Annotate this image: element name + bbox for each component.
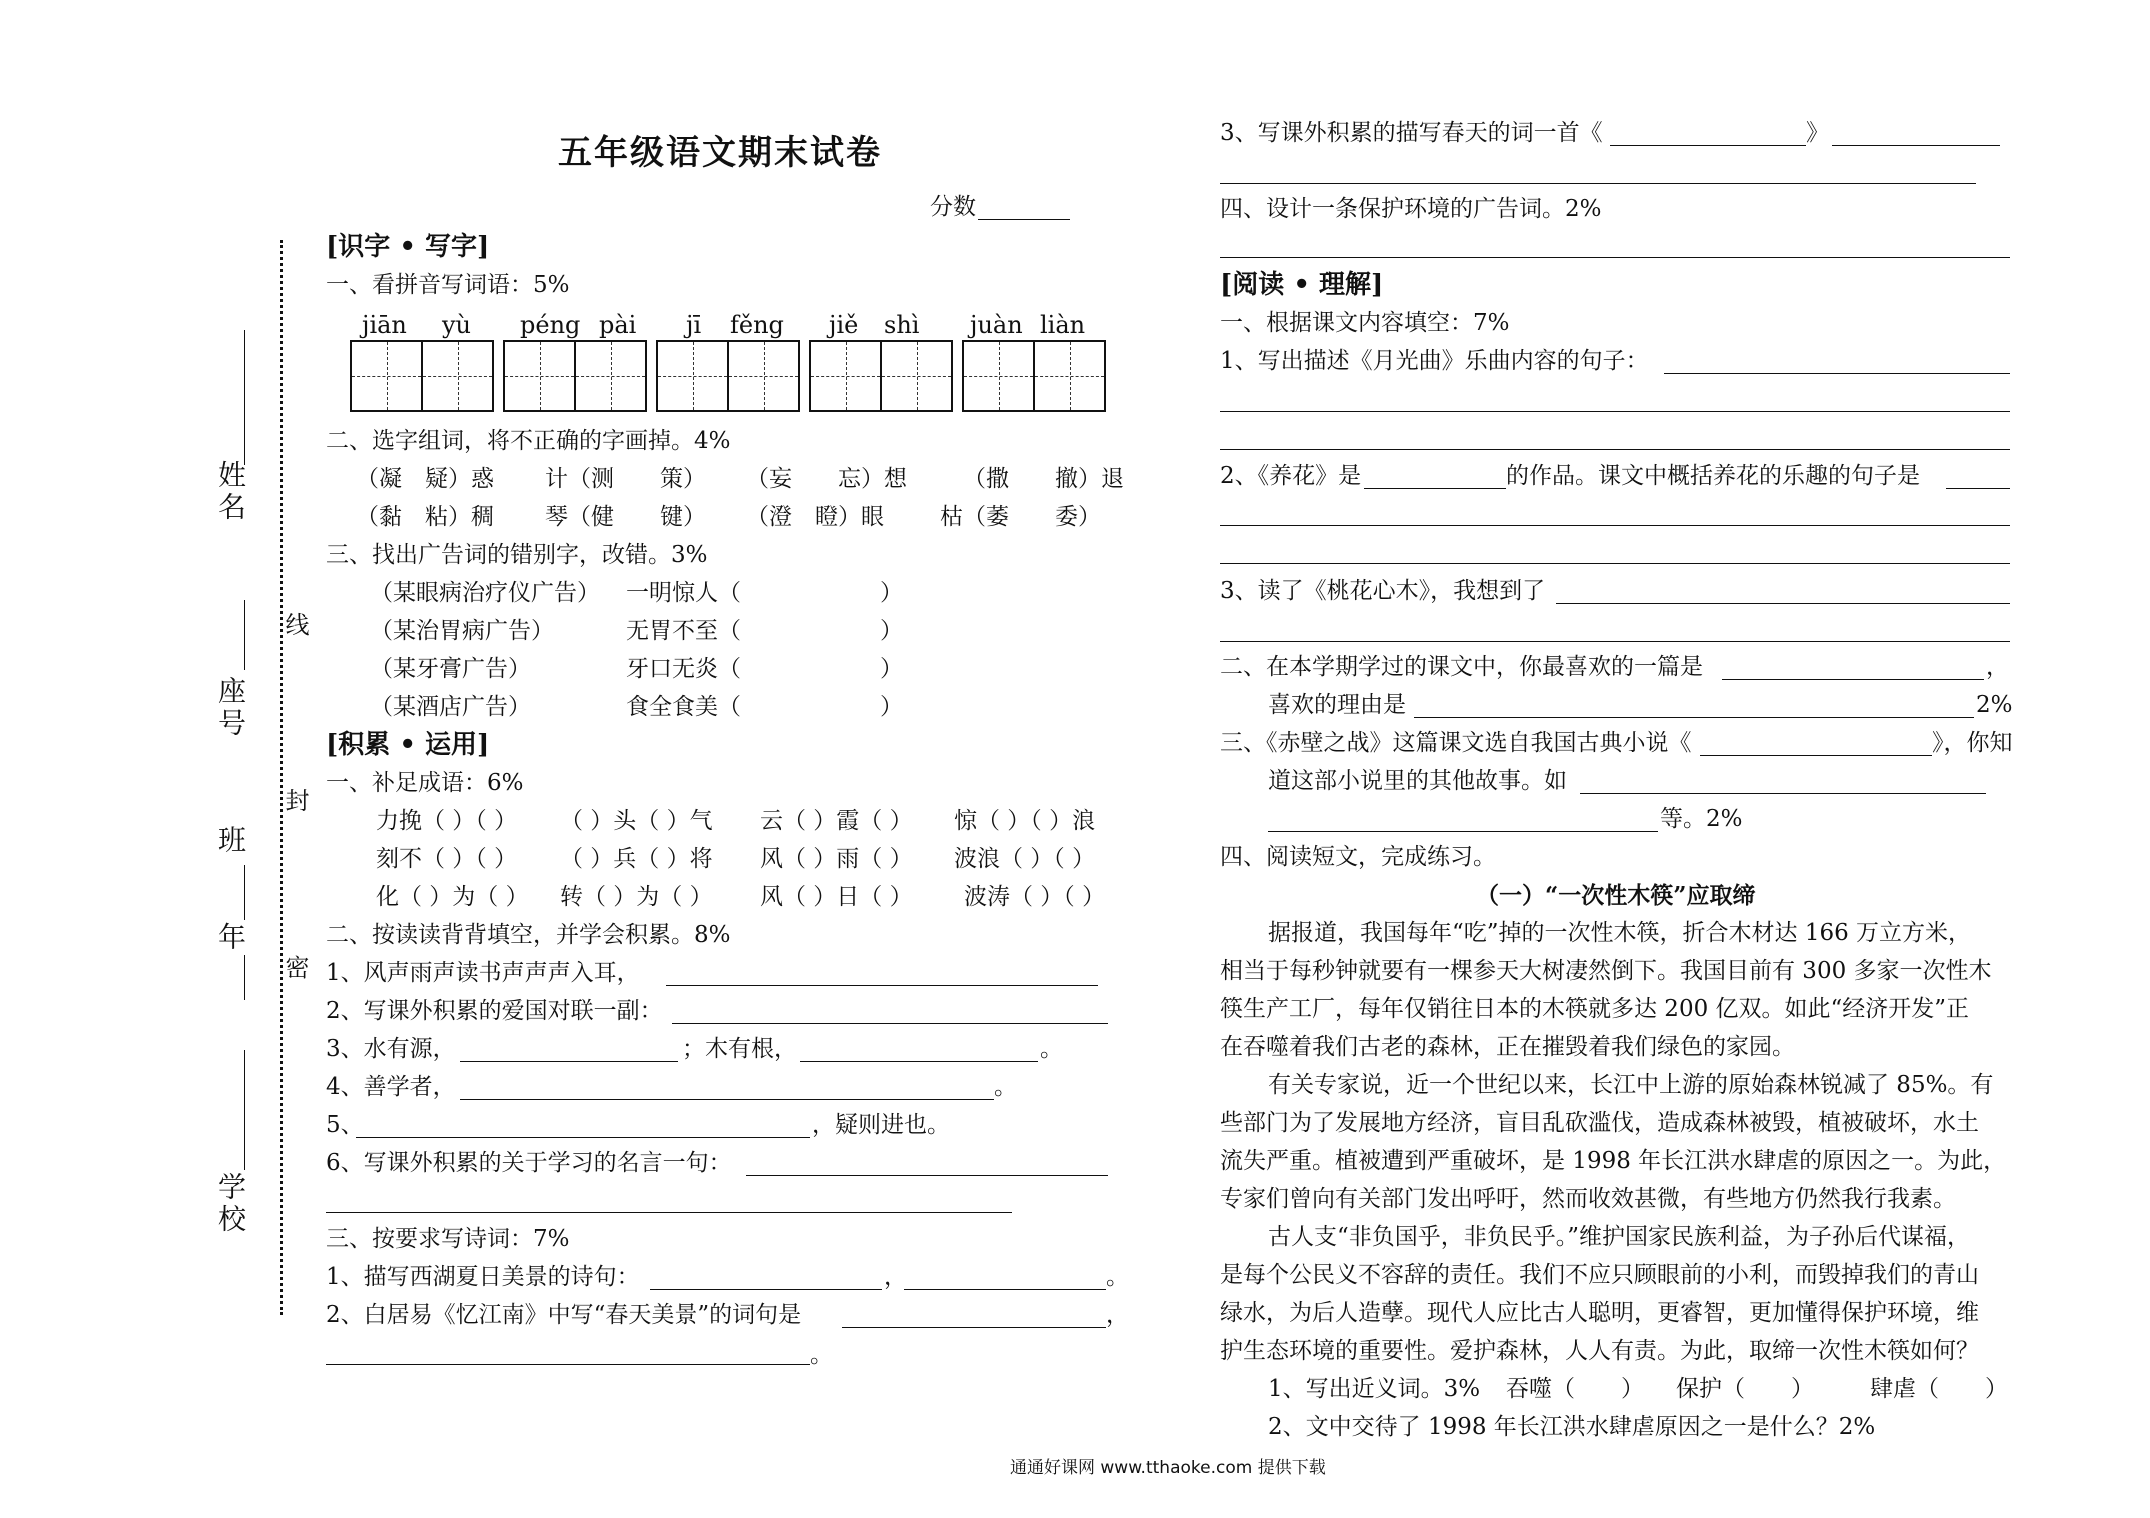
chengyu-1-1: 力挽（ ）（ ） — [376, 808, 518, 834]
chibi: 三、《赤壁之战》这篇课文选自我国古典小说《 — [1220, 730, 1692, 756]
dubei-3-blank-2[interactable] — [800, 1061, 1038, 1062]
grade-label: 年 — [214, 922, 247, 954]
yuanyin-question: 2、文中交待了 1998 年长江洪水肆虐原因之一是什么？2% — [1268, 1414, 1876, 1440]
question-kewen: 一、根据课文内容填空：7% — [1220, 310, 1510, 336]
question-dubei: 二、按读读背背填空，并学会积累。8% — [326, 922, 731, 948]
shici-1-blank-2[interactable] — [904, 1289, 1106, 1290]
chibi-story-blank-1[interactable] — [1580, 793, 1986, 794]
kewen-2a: 2、《养花》是 — [1220, 463, 1362, 489]
jinyici-2: 保护（ ） — [1676, 1376, 1814, 1402]
pinyin-5a: juàn — [970, 311, 1023, 339]
page-title: 五年级语文期末试卷 — [558, 133, 882, 173]
ad-2-word: 无胃不至（ — [626, 618, 741, 644]
class-blank — [244, 865, 245, 920]
binding-mark-xian: 线 — [281, 612, 309, 640]
passage-line-6: 些部门为了发展地方经济，盲目乱砍滥伐，造成森林被毁，植被破坏，水土 — [1220, 1110, 1979, 1136]
kewen-2-blank-3[interactable] — [1220, 563, 2010, 564]
dubei-6: 6、写课外积累的关于学习的名言一句： — [326, 1150, 732, 1176]
guanggao-ci-blank[interactable] — [1220, 257, 2010, 258]
pinyin-1b: yù — [442, 311, 472, 339]
ad-4-word: 食全食美（ — [626, 694, 741, 720]
xuanzi-1-1: （凝 疑）惑 — [356, 466, 494, 492]
dubei-3c: 。 — [1040, 1036, 1063, 1062]
pinyin-4b: shì — [884, 311, 920, 339]
chuntian-ci-blank-1[interactable] — [1832, 145, 2000, 146]
xihuan-liyou-blank[interactable] — [1414, 717, 1974, 718]
xuanzi-2-4: 枯（萎 委） — [940, 504, 1101, 530]
binding-dotted-line — [280, 240, 283, 1315]
chengyu-2-2: （ ）兵（ ）将 — [560, 846, 713, 872]
dubei-2: 2、写课外积累的爱国对联一副： — [326, 998, 663, 1024]
xuanzi-1-4: （撒 撤）退 — [963, 466, 1124, 492]
writing-grid-3[interactable] — [656, 340, 798, 410]
question-chengyu: 一、补足成语：6% — [326, 770, 524, 796]
pinyin-1a: jiān — [362, 311, 407, 339]
kewen-1-blank-2[interactable] — [1220, 411, 2010, 412]
xuanzi-1-3: （妄 忘）想 — [746, 466, 907, 492]
chibi-2: 道这部小说里的其他故事。如 — [1268, 768, 1567, 794]
shici-1-comma: ， — [884, 1264, 907, 1290]
pinyin-3a: jī — [686, 311, 702, 339]
dubei-5a: 5、 — [326, 1112, 364, 1138]
ad-4-close: ） — [880, 694, 903, 720]
xihuan-kewen: 二、在本学期学过的课文中，你最喜欢的一篇是 — [1220, 654, 1703, 680]
chengyu-3-4: 波涛（ ）（ ） — [964, 884, 1106, 910]
kewen-1-blank-3[interactable] — [1220, 449, 2010, 450]
shici-2-period: 。 — [810, 1342, 833, 1368]
xuanzi-2-1: （黏 粘）稠 — [356, 504, 494, 530]
kewen-2-blank-2[interactable] — [1220, 525, 2010, 526]
writing-grid-1[interactable] — [350, 340, 492, 410]
dubei-3-blank-1[interactable] — [460, 1061, 678, 1062]
shici-2-blank-1[interactable] — [842, 1327, 1106, 1328]
passage-line-5: 有关专家说，近一个世纪以来，长江中上游的原始森林锐减了 85%。有 — [1268, 1072, 1994, 1098]
pinyin-5b: liàn — [1040, 311, 1086, 339]
chibi-3: 等。2% — [1660, 806, 1743, 832]
pinyin-2b: pài — [599, 311, 637, 339]
xihuan-kewen-comma: ， — [1986, 654, 2009, 680]
ad-4: （某酒店广告） — [370, 694, 531, 720]
ad-2-close: ） — [880, 618, 903, 644]
shici-2-comma: ， — [1106, 1302, 1129, 1328]
section-jilei-yunyong: [积累 • 运用] — [326, 730, 490, 760]
guanggao-ci: 四、设计一条保护环境的广告词。2% — [1220, 196, 1602, 222]
chengyu-3-2: 转（ ）为（ ） — [560, 884, 713, 910]
binding-mark-mi: 密 — [281, 955, 309, 983]
score-label: 分数 — [930, 194, 976, 220]
kewen-2-author-blank[interactable] — [1364, 488, 1506, 489]
kewen-2b: 的作品。课文中概括养花的乐趣的句子是 — [1506, 463, 1920, 489]
dubei-6-blank-2[interactable] — [326, 1212, 1012, 1213]
chengyu-2-3: 风（ ）雨（ ） — [760, 846, 913, 872]
dubei-4b: 。 — [994, 1074, 1017, 1100]
dubei-2-blank[interactable] — [672, 1023, 1108, 1024]
passage-line-9: 古人支“非负国乎，非负民乎。”维护国家民族利益，为子孙后代谋福， — [1268, 1224, 1971, 1250]
xihuan-liyou: 喜欢的理由是 — [1268, 692, 1406, 718]
dubei-3b: ；木有根， — [682, 1036, 797, 1062]
chibi-close: 》，你知 — [1932, 730, 2013, 756]
question-xuanzi: 二、选字组词，将不正确的字画掉。4% — [326, 428, 731, 454]
xuanzi-1-2: 计（测 策） — [545, 466, 706, 492]
passage-line-2: 相当于每秒钟就要有一棵参天大树凄然倒下。我国目前有 300 多家一次性木 — [1220, 958, 1992, 984]
grade-blank — [244, 955, 245, 1000]
passage-line-8: 专家们曾向有关部门发出呼吁，然而收效甚微，有些地方仍然我行我素。 — [1220, 1186, 1956, 1212]
jinyici-3: 肆虐（ ） — [1870, 1376, 2008, 1402]
kewen-1: 1、写出描述《月光曲》乐曲内容的句子： — [1220, 348, 1649, 374]
shici-1-blank-1[interactable] — [650, 1289, 882, 1290]
writing-grid-5[interactable] — [962, 340, 1104, 410]
footer-credit: 通通好课网 www.tthaoke.com 提供下载 — [1010, 1458, 1326, 1478]
dubei-5b: ，疑则进也。 — [812, 1112, 950, 1138]
dubei-6-blank-1[interactable] — [746, 1175, 1108, 1176]
ad-2: （某治胃病广告） — [370, 618, 554, 644]
chibi-story-blank-2[interactable] — [1268, 831, 1658, 832]
shici-2-blank-2[interactable] — [326, 1364, 810, 1365]
ad-1-close: ） — [880, 580, 903, 606]
passage-line-3: 筷生产工厂，每年仅销往日本的木筷就多达 200 亿双。如此“经济开发”正 — [1220, 996, 1970, 1022]
pinyin-4a: jiě — [829, 311, 859, 339]
ad-1: （某眼病治疗仪广告） — [370, 580, 600, 606]
section-shizi-xiezi: [识字 • 写字] — [326, 232, 490, 262]
writing-grid-4[interactable] — [809, 340, 951, 410]
ad-3-word: 牙口无炎（ — [626, 656, 741, 682]
xihuan-kewen-blank[interactable] — [1722, 679, 1984, 680]
dubei-4-blank[interactable] — [460, 1099, 994, 1100]
chuntian-ci-blank-2[interactable] — [1220, 183, 1976, 184]
question-guanggao: 三、找出广告词的错别字，改错。3% — [326, 542, 708, 568]
school-blank — [244, 1050, 245, 1170]
name-label: 姓名 — [214, 460, 247, 524]
binding-mark-feng: 封 — [281, 788, 309, 816]
chibi-book-blank[interactable] — [1700, 755, 1932, 756]
xihuan-liyou-score: 2% — [1976, 692, 2013, 718]
jinyici-question: 1、写出近义词。3% — [1268, 1376, 1481, 1402]
dubei-5-blank[interactable] — [356, 1137, 810, 1138]
chuntian-ci: 3、写课外积累的描写春天的词一首《 — [1220, 120, 1603, 146]
writing-grid-2[interactable] — [503, 340, 645, 410]
xuanzi-2-2: 琴（健 键） — [545, 504, 706, 530]
chengyu-3-3: 风（ ）日（ ） — [760, 884, 913, 910]
chuntian-ci-close: 》 — [1806, 120, 1829, 146]
kewen-1-blank-1[interactable] — [1664, 373, 2010, 374]
question-duanwen: 四、阅读短文，完成练习。 — [1220, 844, 1496, 870]
chengyu-1-4: 惊（ ）（ ）浪 — [954, 808, 1096, 834]
seat-blank — [244, 600, 245, 670]
passage-line-7: 流失严重。植被遭到严重破坏，是 1998 年长江洪水肆虐的原因之一。为此， — [1220, 1148, 2007, 1174]
shici-1-period: 。 — [1106, 1264, 1129, 1290]
chengyu-1-2: （ ）头（ ）气 — [560, 808, 713, 834]
chuntian-ci-title-blank[interactable] — [1610, 145, 1806, 146]
chengyu-3-1: 化（ ）为（ ） — [376, 884, 529, 910]
shici-1: 1、描写西湖夏日美景的诗句： — [326, 1264, 640, 1290]
score-blank — [978, 219, 1070, 220]
ad-1-word: 一明惊人（ — [626, 580, 741, 606]
school-label: 学校 — [214, 1172, 247, 1236]
class-label: 班 — [214, 825, 247, 857]
name-blank — [244, 330, 245, 465]
ad-3-close: ） — [880, 656, 903, 682]
dubei-1: 1、风声雨声读书声声声入耳， — [326, 960, 640, 986]
dubei-4a: 4、善学者， — [326, 1074, 456, 1100]
chengyu-1-3: 云（ ）霞（ ） — [760, 808, 913, 834]
jinyici-1: 吞噬（ ） — [1506, 1376, 1644, 1402]
kewen-2-blank-1[interactable] — [1946, 488, 2010, 489]
question-shici: 三、按要求写诗词：7% — [326, 1226, 570, 1252]
kewen-3-blank-2[interactable] — [1220, 641, 2010, 642]
passage-line-10: 是每个公民义不容辞的责任。我们不应只顾眼前的小利，而毁掉我们的青山 — [1220, 1262, 1979, 1288]
xuanzi-2-3: （澄 瞪）眼 — [746, 504, 884, 530]
kewen-3: 3、读了《桃花心木》，我想到了 — [1220, 578, 1546, 604]
dubei-3a: 3、水有源， — [326, 1036, 456, 1062]
chengyu-2-4: 波浪（ ）（ ） — [954, 846, 1096, 872]
section-yuedu-lijie: [阅读 • 理解] — [1220, 270, 1384, 300]
pinyin-3b: fěng — [730, 311, 784, 339]
seat-label: 座号 — [214, 676, 247, 740]
pinyin-2a: péng — [520, 311, 581, 339]
kewen-3-blank-1[interactable] — [1556, 603, 2010, 604]
passage-line-12: 护生态环境的重要性。爱护森林，人人有责。为此，取缔一次性木筷如何？ — [1220, 1338, 1979, 1364]
question-pinyin: 一、看拼音写词语：5% — [326, 272, 570, 298]
passage-line-11: 绿水，为后人造孽。现代人应比古人聪明，更睿智，更加懂得保护环境，维 — [1220, 1300, 1979, 1326]
passage-line-4: 在吞噬着我们古老的森林，正在摧毁着我们绿色的家园。 — [1220, 1034, 1795, 1060]
shici-2: 2、白居易《忆江南》中写“春天美景”的词句是 — [326, 1302, 802, 1328]
dubei-1-blank[interactable] — [666, 985, 1098, 986]
passage-title: （一）“一次性木筷”应取缔 — [1476, 882, 1756, 909]
ad-3: （某牙膏广告） — [370, 656, 531, 682]
chengyu-2-1: 刻不（ ）（ ） — [376, 846, 518, 872]
passage-line-1: 据报道，我国每年“吃”掉的一次性木筷，折合木材达 166 万立方米， — [1268, 920, 1972, 946]
